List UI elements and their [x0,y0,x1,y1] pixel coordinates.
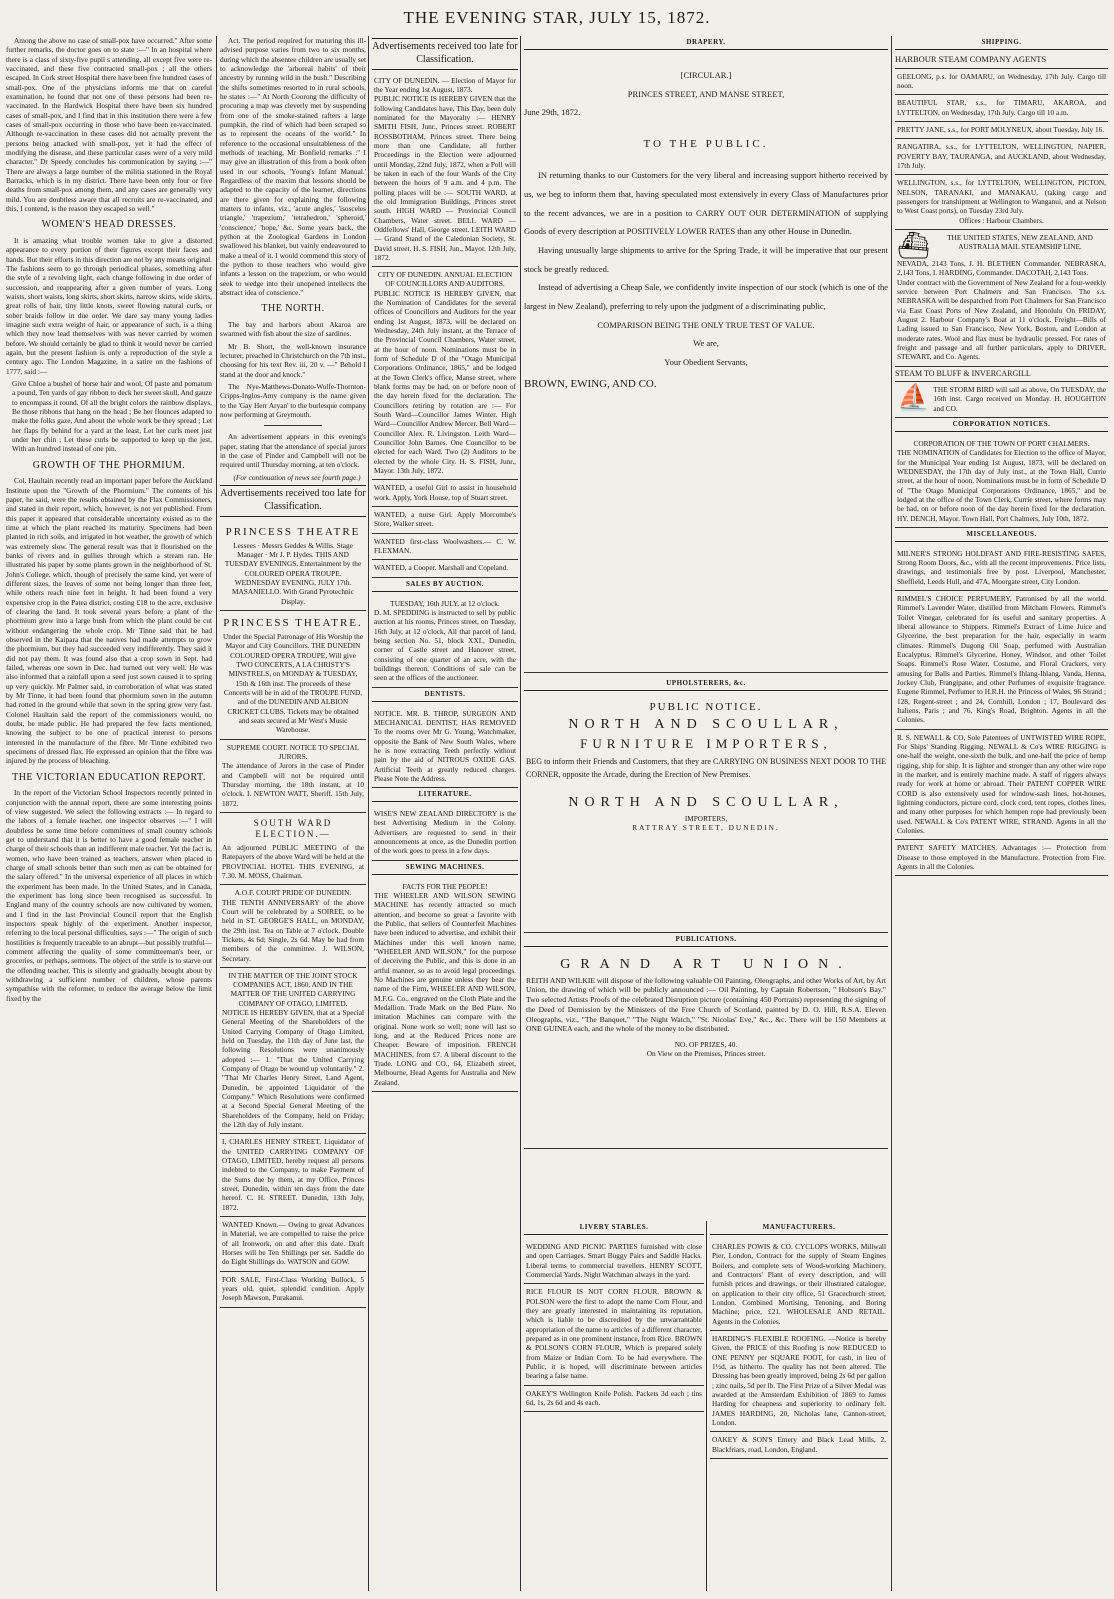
rangatira-ad: RANGATIRA, s.s., for LYTTELTON, WELLINGTON, NAPIER, POVERTY BAY, TAURANGA, and AUCKLAND, about Wednesday, 17th July. [895,139,1108,175]
steamship-icon: ⛴ [897,231,931,261]
princess-theatre-ad-1 [220,520,366,611]
ad-title: CORPORATION OF THE TOWN OF PORT CHALMERS. [913,438,1090,448]
ad-prizes: NO. OF PRIZES, 40. [674,1040,738,1050]
column-5 [895,36,1108,1591]
bottom-right-subcolumn [710,1221,888,1591]
circular-address: PRINCES STREET, AND MANSE STREET, [627,88,785,99]
ad-body: THE TENTH ANNIVERSARY of the above Court will be celebrated by a SOIREE, to be held in ST. GEORGE'S HALL, on MONDAY, the 29th inst. Tea on Table at 7 o'clock. Double Tickets, 4s 6d; Single, 2s 6d. May be had from members of the committee. J. WILSON, Secretary. [222,897,364,963]
firm-trade: IMPORTERS, [684,813,728,823]
column-divider [368,36,369,1591]
emery-ad: OAKEY & SON'S Emery and Black Lead Mills, 2, Blackfriars, road, London, England. [710,1432,888,1459]
ad-body: I, CHARLES HENRY STREET, Liquidator of the UNITED CARRYING COMPANY OF OTAGO, LIMITED, hereby request all persons indebted to the Company, to make Payment of the Sums due by them, at my Office, Princes street, Dunedin, within ten days from the date hereof. C. H. STREET. Dunedin, 13th July, 1872. [222,1137,364,1212]
column-2 [220,36,366,1591]
ad-title: FACTS FOR THE PEOPLE! [402,881,488,891]
knife-polish-ad: OAKEY'S Wellington Knife Polish. Packets 3d each ; tins 6d, 1s, 2s 6d and 4s each. [524,1386,704,1413]
ad-title: A.O.F. COURT PRIDE OF DUNEDIN. [234,888,352,898]
ad-ships: NEVADA, 2143 Tons, J. H. BLETHEN Commander. NEBRASKA, 2,143 Tons, I. HARDING, Commander. DACOTAH, 2,143 Tons. [897,259,1106,278]
bullock-sale-ad [220,1272,366,1308]
comparison-line: COMPARISON BEING THE ONLY TRUE TEST OF VALUE. [597,319,815,330]
corporation-section-heading: CORPORATION NOTICES. [895,418,1108,432]
ad-title: PUBLIC NOTICE. [649,700,763,713]
bluff-heading: STEAM TO BLUFF & INVERCARGILL [895,367,1108,382]
port-chalmers-ad [895,436,1108,528]
ad-body: The attendance of Jurors in the case of Pinder and Campbell will not be required until Thursday morning, the 18th instant, at 10 o'clock. I. NEWTON WATT, Sheriff. 15th July, 1872. [222,761,364,808]
column-divider [216,36,217,1591]
grand-art-union-ad [524,951,888,1149]
ironwork-wanted-ad [220,1217,366,1272]
ad-body: WANTED Known.— Owing to great Advances in Material, we are compelled to raise the price of all Ironwork, on and after this date. Draft Horses will be Ten Shillings per set. Saddle do do Eight Shillings do. WATSON and GOW. [222,1220,364,1267]
victorian-heading: THE VICTORIAN EDUCATION REPORT. [12,771,206,783]
ad-title: TUESDAY, 16th JULY, at 12 o'clock. [390,598,500,608]
upholsterers-section-heading: UPHOLSTERERS, &c. [524,677,888,691]
women-head-dresses-heading: WOMEN'S HEAD DRESSES. [41,219,177,231]
wanted-girl-ad: WANTED, a useful Girl to assist in household work. Apply, York House, top of Stuart street. [372,480,518,507]
mail-steamship-ad [895,230,1108,367]
circular-date: June 29th, 1872. [524,107,581,118]
dentists-section-heading: DENTISTS. [372,688,518,702]
masthead-title: THE EVENING STAR, JULY 15, 1872. [403,8,711,27]
ad-title: SUPREME COURT. NOTICE TO SPECIAL JURORS. [226,742,360,761]
column-divider [891,36,892,1591]
livery-section-heading: LIVERY STABLES. [524,1221,704,1235]
ad-title: IN THE MATTER OF THE JOINT STOCK COMPANIES ACT, 1860, AND IN THE MATTER OF THE UNITED CARRYING COMPANY OF OTAGO, LIMITED. [228,970,358,1008]
column-divider [520,36,521,1591]
ad-body: NOTICE IS HEREBY GIVEN, that at a Special General Meeting of the Shareholders of the United Carrying Company of Otago Limited, held on Tuesday, the 11th day of June last, the following Resolutions were unanimously adopted :— 1. "That the United Carrying Company of Otago be wound up voluntarily." 2. "That Mr Charles Henry Street, Land Agent, Dunedin, be appointed Liquidator of the Company." Which Resolutions were confirmed at a Second Special General Meeting of the Shareholders of the Company, held on Friday, the 12th day of July instant. [222,1008,364,1130]
ad-body: FOR SALE, First-Class Working Bullock, 5 years old, quiet, splendid condition. Apply Joseph Mawson, Purakanui. [222,1274,364,1303]
smallpox-paragraph: Among the above no case of small-pox have occurred." After some further remarks, the doctor goes on to state :—" In an hospital where there is a class of sixty-five pupil s attending, all except five were re-vaccinated, and these five contracted small-pox ; all the others escaped. In Cork street Hospital there have been five hundred cases of small-pox. One of the physicians informs me that on careful examination, he found that not one of these persons had been re-vaccinated. In the Hardwick Hospital there have been six hundred cases of small-pox, and I find that in this institution there were a few cases of small-pox occurring in those who have been re-vaccinated. Although re-vaccination in these cases did not actually prevent the persons being attacked with small-pox, yet it had the effect of modifying the disease, and these particular cases were of a very mild character." Dr Speedy concludes his communication by saying :—" There are always a large number of the militia stationed in the Royal Barracks, which is in my district. There have been only four or five deaths from small-pox among them, and any cases are generally very mild. You are doubtless aware that all recruits are re-vaccinated, and this, I contend, is the reason they escaped so well." [6,36,212,213]
ad-offices: Offices : Harbour Chambers. [959,215,1044,225]
ad-body: D. M. SPEDDING is instructed to sell by public auction at his rooms, Princes street, on Tuesday, 16th July, at 12 o'clock, All that parcel of land, being section No. 51, block XXI., Dunedin, corner of Castle street and Hanover street, consisting of one quarter of an acre, with the buildings thereon. Conditions of sale can be seen at the offices of the auctioneer. [374,607,516,683]
ad-title: PRINCESS THEATRE. [223,616,363,629]
supreme-court-ad [220,740,366,813]
firm-name: NORTH AND SCOULLAR, [568,716,844,732]
wanted-woolwashers-ad: WANTED first-class Woolwashers.— C. W. FLEXMAN. [372,534,518,561]
divider [264,425,322,426]
newall-wire-rope-ad: R. S. NEWALL & CO, Sole Patentees of UNTWISTED WIRE ROPE, For Ships' Standing Rigging. NEWALL & Co's WIRE RIGGING is one-half the weight, one-sixth the bulk, and one-half the price of hemp rigging, ship for ship. It is lighter and stronger than any other wire rope in the market, and is entirely machine made. A staff of riggers always ready for work at home or abroad. Their PATENT COPPER WIRE CORD is also extensively used for window-sash lines, hot-houses, lightning conductors, picture cord, clock cord, tent ropes, clothes lines, and many other purposes for which hempen rope had previously been used. NEWALL & Co's PATENT WIRE, STRAND. Agents in all the Colonies. [895,730,1108,841]
column-4 [524,36,888,1591]
ad-body: Under contract with the Government of New Zealand for a four-weekly service between Port Chalmers and San Francisco. The s.s. NEBRASKA will be despatched from Port Chalmers for San Francisco via East Coast Ports of New Zealand, and Honolulu On FRIDAY, August 2. Harbour Company's Boat at 11 o'clock. Freight—Bills of Lading issued to San Francisco, New York, Boston, and London at moderate rates. Wool and flax must be hydraulic pressed. For rates of freight and passage and all further particulars, apply to DRIVER, STEWART, and Co. Agents. [897,277,1106,362]
livery-ad: WEDDING AND PICNIC PARTIES furnished with close and open Carriages. Smart Buggy Pairs and Saddle Hacks. Liberal terms to commercial travellers. HENRY SCOTT, Commercial Yards. Night Watchman always in the yard. [524,1239,704,1284]
ad-title: THE UNITED STATES, NEW ZEALAND, AND AUSTRALIA MAIL STEAMSHIP LINE. [947,233,1093,252]
ad-title: CITY OF DUNEDIN. ANNUAL ELECTION OF COUNCILLORS AND AUDITORS. [377,270,513,289]
ad-body: WELLINGTON, s.s., for LYTTELTON, WELLINGTON, PICTON, NELSON, TARANAKI, and MANAKAU, (taking cargo and passengers for transhipment at Wellington to Wanganui, and at Nelson to West Coast ports), on Tuesday 23rd July. [897,178,1106,216]
north-paragraph-3: The Nye-Matthews-Donato-Wolfe-Thornton-Cripps-Inglos-Amy company is the name given to the 'Gay Herr Aryan' to the burlesque company now performing at Greymouth. [220,381,366,419]
column-1 [6,36,212,1591]
ad-body: Lessees · Messrs Geddes & Willis. Stage Manager · Mr J. P. Hydes. THIS AND TUESDAY EVENINGS, Entertainment by the COLOURED OPERA TROUPE. WEDNESDAY EVENING, JULY 17th. MASANIELLO. With Grand Pyrotechnic Display. [224,540,362,606]
ad-body: PUBLIC NOTICE IS HEREBY GIVEN that the following Candidates have, This Day, been duly nominated for the Mayoralty :— HENRY SMITH FISH, Junr., Princes street. ROBERT ROSSBOTHAM, Princes street. There being more than one Candidate, all further Proceedings in the Election were adjourned until Monday, 22nd July, 1872, when a Poll will be taken in each of the four Wards of the City between the hours of 9 a.m. and 4 p.m. The polling places will be :— SOUTH WARD, at the old Immigration Buildings, Princes street south. HIGH WARD — Provincial Council Chambers, Water street. BELL WARD — Oddfellows' Hall, George street. LEITH WARD — Grand Stand of the Caledonian Society, St. David street. H. S. FISH, Jun., Mayor. 12th July, 1872. [374,94,516,262]
circular-label: [CIRCULAR.] [680,69,732,80]
ad-body: THE NOMINATION of Candidates for Election to the office of Mayor, for the Municipal Year ending 1st August, 1873, will be declared on WEDNESDAY, the 17th day of July inst., at the Town Hall, Currie street, at the hour of noon. Nominations must be in form of Schedule D of "The Otago Municipal Corporations Ordinance, 1865," and be lodged at the office of the Town Clerk, Currie street, where forms may be had, on or before noon of the day herein fixed for the declaration. HY. DENCH, Mayor. Town Hall, Port Chalmers, July 10th, 1872. [897,448,1106,523]
continuation-note: (For continuation of news see fourth page.) [233,472,361,482]
directory-ad: WISE'S NEW ZEALAND DIRECTORY is the best Advertising Medium in the Colony. Advertisers are requested to send in their announcements at once, as the Dunedin portion of the work goes to press in a few days. [372,806,518,861]
corn-flour-ad: RICE FLOUR IS NOT CORN FLOUR. BROWN & POLSON were the first to adopt the name Corn Flour, and they are greatly interested in maintaining its reputation, which is liable to be discredited by the unwarrantable appropriation of the name to articles of a different character, prepared as in one prominent instance, from Rice. BROWN & POLSON'S CORN FLOUR, Which is prepared solely from Maize or Indian Corn. To be had everywhere. The Public, it is hoped, will discriminate between articles bearing a false name. [524,1284,704,1385]
column-divider [706,1221,707,1591]
north-heading: THE NORTH. [261,303,325,315]
firm-signature: BROWN, EWING, AND CO. [524,377,657,390]
ad-view-note: On View on the Premises, Princes street. [646,1049,766,1059]
auction-section-heading: SALES BY AUCTION. [372,578,518,592]
satire-poem: Give Chloe a bushel of horse hair and wool, Of paste and pomatum a pound, Ten yards of gay ribbon to deck her sweet skull, And gauze to encompass it round. Of all the bright colors the rainbow displays, Be those ribbons that hang on the head ; Be her flounces adapted to make the folks gaze, And about the whole work be they spread ; Let her flaps fly behind for a yard at the least, Let her curls meet just under her chin ; Let these curls be supported to keep up the jest, With an hundred instead of one pin. [12,378,212,454]
firm-address: RATTRAY STREET, DUNEDIN. [632,822,780,832]
ad-title: GRAND ART UNION. [560,956,852,972]
auction-ad [372,596,518,688]
ad-body: An adjourned PUBLIC MEETING of the Ratepayers of the above Ward will be held at the PROVINCIAL HOTEL THIS EVENING, at 7.30. M. MOSS, Chairman. [222,842,364,880]
ad-title: PRINCESS THEATRE [225,525,361,538]
phormium-paragraph: Col. Haultain recently read an important paper before the Auckland Institute upon the "Growth of the Phormium." The contents of his paper, he said, were the results obtained by the Flax Commissioners, and stated in their report, which, however, is not yet published. From this paper it appeared that considerable uncertainty existed as to the time at which the plant reached its maturity. Specimens had been planted in rich soils, and irrigated in hot weather, the growth of which was extremely slow. The general result was that it flourished on the banks of rivers and in gullies through which a stream ran. He illustrated his paper by some plants grown in the neighborhood of St. John's College, which, though of precisely the same kind, yet were of different sizes, the leaves of some not being longer than three feet, while others reach nine feet in height. It had been found a very expensive crop in the Patea district, costing £18 to the acre, exclusive of clearing the land. It took several years before a plant of the phormium grew into a large bush from which the plant could be cut without endangering the whole crop. Mr Tinne said that he had observed in the Kaipara that the natives had made attempts to grow the phormium, but they had succeeded very indifferently. They said it did not pay them. It was found also that a crop sown in Sept. had failed, whereas one sown in Dec. had turned out very well. He was also informed that a rainfall upon a seed just sown caused it to spring up very quickly. Mr Palmer said, in corroboration of what was stated by Mr Tinne, it had been found that phormium sown in the autumn had rotted in the ground while that sown in the spring grew very fast. Colonel Haultain said the report of the commissioners would, no doubt, be made public. He had prepared the few facts mentioned, knowing the subject to be one of practical interest to persons interested in the manufacture of the fibre. Mr Tinne exhibited two specimens of dressed flax. He expressed an opinion that the fibre was injured by the process of bleaching. [6,476,212,766]
wellington-ad [895,175,1108,230]
miscellaneous-section-heading: MISCELLANEOUS. [895,528,1108,542]
sewing-section-heading: SEWING MACHINES. [372,861,518,875]
ad-body: THE WHEELER AND WILSON SEWING MACHINE has recently attracted so much attention, and become so great a favorite with the Public, that sellers of Counterfeit Machines have been induced to advertise, and exhibit their Machines under this well known name, "WHEELER AND WILSON," for the purpose of deceiving the Public, and this is done in an artful manner, so as to avoid legal proceedings. No Machines are genuine unless they bear the name of the Firm, WHEELER AND WILSON, M.F.G. Co., engraved on the Cloth Plate and the Medallion. Trade Mark on the Bed Plate. No imitation Machines can compare with the original. None work so well; none will last so long, and at the Reduced Prices none are Cheaper. Beware of imposition. FRENCH MACHINES, from £7. A liberal discount to the Trade. LONG and CO., 64, Elizabeth street, Melbourne, Head Agents for Australia and New Zealand. [374,891,516,1087]
jurors-note: An advertisement appears in this evening's paper, stating that the attendance of special jurors in the case of Pinder and Campbell will not be required until Thursday morning, at ten o'clock. [220,432,366,470]
harbour-steam-heading: HARBOUR STEAM COMPANY AGENTS [895,54,1108,69]
bottom-left-subcolumn [524,1221,704,1591]
ad-body: Under the Special Patronage of His Worship the Mayor and City Councillors. THE DUNEDIN COLOURED OPERA TROUPE, Will give TWO CONCERTS, A LA CHRISTY'S MINSTRELS, on MONDAY & TUESDAY, 15th & 16th inst. The proceeds of these Concerts will be in aid of the TROUPE FUND, and of the DUNEDIN AND ALBION CRICKET CLUBS. Tickets may be obtained and seats secured at Mr West's Music Warehouse. [222,631,364,735]
circular-body-3: Instead of advertising a Cheap Sale, we confidently invite inspection of our stock (which is one of the largest in New Zealand), preferring to rely upon the judgment of a discriminating public, [524,282,888,312]
women-paragraph: It is amazing what trouble women take to give a distorted appearance to every portion of their figures except their faces and hands. But their efforts in this direction are not by any means original. The fashions seem to go through periodical phases, something after the style of a revolving light, each change following in due order of succession, and reappearing after a given number of years. Long waists, short waists, long skirts, short skirts, narrow skirts, wide skirts, great rolls of hair, tiny little knots, sweet flowing natural curls, or sober braids follow in due order. We dare say many young ladies imagine such extra weight of hair, or appearance of such, is a thing which they now lead themselves with was never carried by women before. We should certainly be glad to think it would never be carried again, but the present fashion is only a reproduction of the style a century ago. The London Magazine, in a satire on the fashions of 1777, said :— [6,236,212,376]
shipping-section-heading: SHIPPING. [895,36,1108,50]
column-3 [372,36,518,1591]
north-paragraph-1: The bay and harbors about Akaroa are swarmed with fish about the size of sardines. [220,319,366,339]
north-paragraph-2: Mr B. Short, the well-known insurance lecturer, preached in Christchurch on the 7th inst., choosing for his text Rev. iii, 20 v. —" Behold I stand at the door and knock." [220,341,366,379]
late-ads-heading: Advertisements received too late for Classification. [220,485,366,517]
to-the-public-heading: TO THE PUBLIC. [643,138,769,151]
councillors-election-ad [372,267,518,480]
dentist-ad: NOTICE. MR. B. THROP, SURGEON AND MECHANICAL DENTIST, HAS REMOVED To the rooms over Mr G. Young, Watchmaker, opposite the Bank of New South Wales, where he is now extracting Teeth perfectly without pain by the aid of NITROUS OXIDE GAS. Artificial Teeth at greatly reduced charges. Please Note the Address. [372,706,518,789]
ad-body: REITH AND WILKIE will dispose of the following valuable Oil Painting, Oleographs, and other Works of Art, by Art Union, the drawing of which will be publicly announced :— Oil Painting, by Captain Robertson, " Hobson's Bay." Two selected Artists Proofs of the celebrated Disruption picture (containing 450 Portraits) representing the signing of the Deed of Demission by the Ministers of the Free Church of Scotland, painted by D. O. Hill, R.S.A. Eleven Oleographs, viz., "The Banquet," "The Night Watch," "St. Nicolas' Eve," &c., &c. There will be 150 Members at ONE GUINEA each, and the whole of the money to be distributed. [526,975,886,1034]
powis-ad: CHARLES POWIS & CO. CYCLOPS WORKS, Millwall Pier, London, Contract for the supply of Steam Engines Boilers, and complete sets of Wood-working Machinery, and Contractors' Plant of every description, and will furnish prices and drawings, or their illustrated catalogue, on application to their city office, 51 Gracechurch street, London. Combined Mortising, Tenoning, and Boring Machine; price, £21. WHOLESALE AND RETAIL. Agents in the Colonies. [710,1239,888,1331]
beautiful-star-ad: BEAUTIFUL STAR, s.s., for TIMARU, AKAROA, and LYTTELTON, on Wednesday, 17th July. Cargo till 10 a.m. [895,95,1108,122]
ad-body: BEG to inform their Friends and Customers, that they are CARRYING ON BUSINESS NEXT DOOR TO THE CORNER, opposite the Arcade, during the Erection of New Premises. [526,756,886,780]
drapery-circular [524,54,888,673]
education-continued-paragraph: Act. The period required for maturing this ill-advised purpose varies from two to six months, during which the absentee children are usually set to acknowledge the 'arboreal habits' of their ancestry by running wild in the bush." Describing the shifts sometimes resorted to in rural schools, he states :—" At North Coorong the difficulty of procuring a map was cleverly met by suspending from one of the smoke-stained rafters a large pumpkin, the rind of which had been scraped so as to represent the oceans of the world." In reference to the occasional unsuitableness of the methods of teaching, Mr Bonfield remarks :" I may give an illustration of this from a book often used in our schools, 'Young's Infant Manual.' Regardless of the maxim that lessons should be adapted to the capacity of the learner, directions are there given for explaining the following matters to infants, viz., 'acute angles,' 'isosceles triangle,' 'trapezium,' 'tetrahedron,' 'spheroid,' 'conscience,' 'hope,' &c. Some years back, the python at the Zoological Gardens in London swallowed his blanket, but vainly endeavoured to make a meal of it. I would commend this story of the python to those teachers who would give infants a lesson on the trapezium, or who would seek to wedge into their unopened intellects the abstract idea of conscience." [220,36,366,297]
newspaper-page [6,36,1108,1591]
mayor-election-ad [372,73,518,268]
liquidator-ad [220,1134,366,1217]
ad-body: THE STORM BIRD will sail as above, On TUESDAY, the 16th inst. Cargo received on Monday. H. HOUGHTON and CO. [933,384,1106,413]
publications-section-heading: PUBLICATIONS. [524,933,888,947]
north-scoullar-ad [524,695,888,933]
we-are-line: We are, [693,338,719,349]
sailing-ship-icon: ⛵ [897,382,930,412]
drapery-section-heading: DRAPERY. [524,36,888,50]
sewing-machine-ad [372,879,518,1092]
harding-roofing-ad: HARDING'S FLEXIBLE ROOFING. —Notice is hereby Given, the PRICE of this Roofing is now REDUCED to ONE PENNY per SQUARE FOOT, for cash, in lieu of 1½d, as hitherto. The quality has not been altered. The Dressing has been greatly improved, being 2s 6d per gallon ; zinc nails, 5d per lb. The First Prize of a Silver Medal was awarded at the Amsterdam Exhibition of 1869 to James Harding for cheapness and superiority to ordinary felt. JAMES HARDING, 20, Nicholas lane, Cannon-street, London. [710,1331,888,1432]
storm-bird-ad [895,382,1108,418]
ad-title: CITY OF DUNEDIN. — Election of Mayor for the Year ending 1st August, 1873. [374,75,516,94]
joint-stock-ad [220,968,366,1135]
phormium-heading: GROWTH OF THE PHORMIUM. [32,459,186,471]
geelong-ad: GEELONG, p.s. for OAMARU, on Wednesday, 17th July. Cargo till noon. [895,69,1108,96]
circular-body-2: Having unusually large shipments to arrive for the Spring Trade, it will be imperative that our present stock be greatly reduced. [524,244,888,274]
servants-line: Your Obedient Servants, [664,357,748,368]
princess-theatre-ad-2 [220,611,366,740]
literature-section-heading: LITERATURE. [372,788,518,802]
south-ward-ad [220,813,366,885]
ad-body: PUBLIC NOTICE IS HEREBY GIVEN, that the Nomination of Candidates for the several offices of Councillors and Auditors for the year ending 1st August, 1873, will be declared on Wednesday, 24th July instant, at the Terrace of the Provincial Council Chambers, Water street, at the hour of noon. Nominations must be in form of Schedule D of the "Otago Municipal Corporations Ordinance, 1865," and be lodged at the Town Clerk's office, Manse street, where blank forms may be had, on or before noon of the day herein fixed for the declaration. The Councillors retiring by rotation are :— For South Ward—Councillor James Winter. High Ward—Councillor Andrew Mercer. Bell Ward—Councillor Alex. R. Livingston. Leith Ward—Councillor John Barnes. One Councillor to be elected for each Ward. Two (2) Auditors to be elected by the whole City. H. S. FISH, Junr., Mayor. 13th July, 1872. [374,288,516,476]
victorian-paragraph: In the report of the Victorian School Inspectors recently printed in conjunction with the annual report, there are some interesting points of view suggested. We select the following extracts :— In regard to the labors of a female teacher, one inspector observes :—" I will doubtless be some time before committees of small country schools get to understand that it is better to have a good female teacher in charge of their schools than an indifferent male teacher. Yet the fact is, women, who have been trained as teachers, answer when placed in charge of small schools better than such men as can be obtained for the salary offered." In the universal experience of all places in which the experiment has been made. In the United States, and in Canada, the experiment has long since been recognised as successful. In England many of the country schools are now cultivated by women, and I find in the last Provincial Council report that the English inspectors speak highly of the experiment. Another inspector, referring to the local personal difficulties, says :—" The origin of such hostilities is frequently traceable to an abrupt—but possibly truthful—comment affecting the quality of some committeeman's beer, or groceries, or perhaps, sermons. The object of the strife is to starve out the offending teacher. This is silently and gradually brought about by withdrawing a sufficient number of children, whose parents sympathise with the reformer, to reduce the average below the limit fixed by the [6,788,212,1003]
firm-trade: FURNITURE IMPORTERS, [580,735,832,751]
pretty-jane-ad: PRETTY JANE, s.s., for PORT MOLYNEUX, about Tuesday, July 16. [895,122,1108,139]
firm-name: NORTH AND SCOULLAR, [568,794,844,810]
ad-title: SOUTH WARD ELECTION.— [253,817,333,840]
milner-safes-ad: MILNER'S STRONG HOLDFAST AND FIRE-RESISTING SAFES, Strong Room Doors, &c., with all the recent improvements. Price lists, drawings, and testimonials free by post. Liverpool, Manchester, Sheffield, Leeds Hull, and 47A, Moorgate street, City London. [895,546,1108,591]
wanted-nurse-ad: WANTED, a nurse Girl. Apply Morcombe's Store, Walker street. [372,507,518,534]
safety-matches-ad: PATENT SAFETY MATCHES. Advantages :— Protection from Disease to those employed in the Manufacture. Protection from Fire. Agents in all the Colonies. [895,840,1108,876]
manufacturers-section-heading: MANUFACTURERS. [710,1221,888,1235]
late-ads-heading: Advertisements received too late for Classification. [372,38,518,70]
wanted-cooper-ad: WANTED, a Cooper. Marshall and Copeland. [372,560,518,577]
aof-court-ad [220,885,366,968]
circular-body-1: IN returning thanks to our Customers for the very liberal and increasing support hitherto received by us, we beg to inform them that, having speculated most extensively in every Class of Manufactures prior to the recent advances, we are in a position to CARRY OUT OUR DETERMINATION of supplying Goods of every description at POSITIVELY LOWER RATES than any other House in Dunedin. [524,170,888,237]
rimmel-perfumery-ad: RIMMEL'S CHOICE PERFUMERY, Patronised by all the world. Rimmel's Lavender Water, distilled from Mitcham Flowers. Rimmel's Toilet Vinegar, celebrated for its useful and sanitary properties. A liberal allowance to Shippers. Rimmel's Extract of Lime Juice and Glycerine, the best preparation for the hair, especially in warm climates. Rimmel's Dugong Oil Soap, perfumed with Australian Eucalyptus. Rimmel's Glycerine, Honey, Windsor, and other Toilet Soaps. Rimmel's Rose Water, Costume, and Floral Crackers, very amusing for Balls and Parties. Rimmel's Ihlang-Ihlang, Vanda, Henna, Jockey Club, Frangipane, and other Perfumes of exquisite fragrance. Eugene Rimmel, Perfumer to H.R.H. the Princess of Wales, 96 Strand ; 128, Regent-street ; and 24, Cornhill, London ; 17, Boulevard des Italiens, Paris ; and 76, King's Road, Brighton. Agents in all the Colonies. [895,591,1108,730]
